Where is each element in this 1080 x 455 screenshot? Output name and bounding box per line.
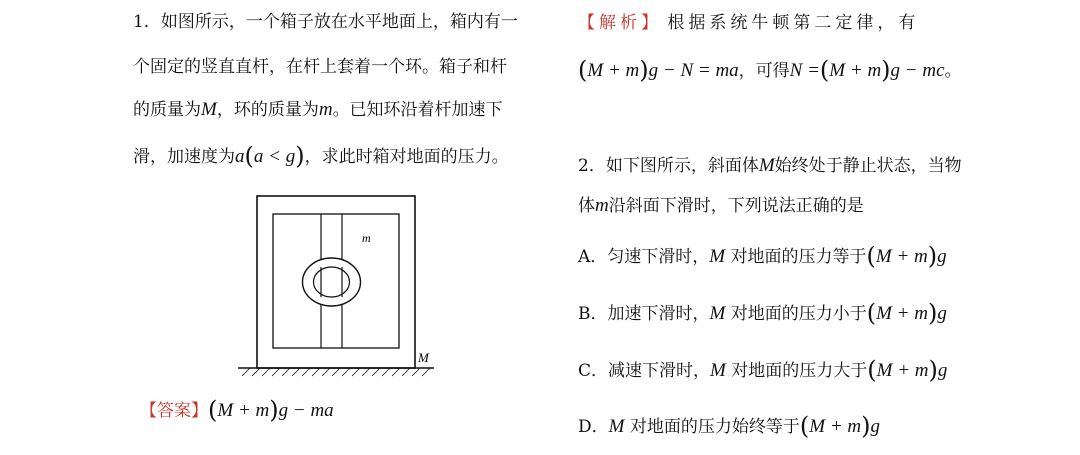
- option-d[interactable]: D．M 对地面的压力始终等于(M + m)g: [578, 412, 880, 440]
- analysis-text: 根据系统牛顿第二定律，有: [667, 13, 920, 33]
- option-c-prefix: C．减速下滑时，: [578, 361, 711, 381]
- q1-line-2: [133, 57, 507, 77]
- q1-line-2-text: 个固定的竖直直杆，在杆上套着一个环。箱子和杆: [133, 57, 507, 77]
- option-c[interactable]: C．减速下滑时，M 对地面的压力大于(M + m)g: [578, 356, 948, 384]
- option-c-var: M: [710, 360, 726, 381]
- ring-mass-label: m: [362, 231, 371, 245]
- option-c-text: 对地面的压力大于: [731, 361, 868, 381]
- analysis-end: 。: [944, 61, 962, 81]
- q2-var-m: m: [595, 195, 609, 216]
- eq2-rest: g − mc: [890, 60, 945, 81]
- q2-line-1-text-b: 始终处于静止状态，当物: [774, 156, 962, 176]
- eq2-inner: M + m: [829, 60, 882, 81]
- option-a-text: 对地面的压力等于: [730, 247, 867, 267]
- q1-line-3-text-a: 的质量为: [133, 100, 201, 120]
- option-a-inner: M + m: [875, 246, 928, 267]
- q1-line-3-text-b: ，环的质量为: [216, 100, 319, 120]
- q2-line-1: [578, 156, 962, 176]
- option-d-inner: M + m: [809, 416, 862, 437]
- ground-hatching: [242, 368, 430, 376]
- analysis-line-1: [578, 13, 919, 33]
- option-d-var: M: [608, 416, 625, 437]
- accel-condition: a < g: [253, 146, 296, 167]
- answer-line: 【答案】(M + m)g − ma: [140, 396, 334, 424]
- q2-line-2-text-b: 沿斜面下滑时，下列说法正确的是: [608, 196, 864, 216]
- var-a: a: [235, 146, 245, 167]
- box-mass-label: M: [418, 350, 429, 365]
- option-a-var: M: [709, 246, 726, 267]
- analysis-label: 【解析】: [578, 13, 662, 33]
- q2-line-2: [578, 196, 864, 216]
- option-d-tail: g: [870, 416, 880, 437]
- option-b-var: M: [709, 303, 726, 324]
- q1-line-1-text: 1．如图所示，一个箱子放在水平地面上，箱内有一: [133, 12, 518, 32]
- q1-line-4-text-a: 滑，加速度为: [133, 147, 235, 167]
- option-a-tail: g: [937, 246, 947, 267]
- q1-line-1: [133, 12, 518, 32]
- q1-line-3-text-c: 。已知环沿着杆加速下: [332, 100, 503, 120]
- ring-inner: [314, 267, 350, 297]
- q2-var-M: M: [758, 155, 775, 176]
- analysis-line-2: (M + m)g − N = ma，可得N =(M + m)g − mc。: [578, 56, 962, 84]
- option-a[interactable]: A．匀速下滑时，M 对地面的压力等于(M + m)g: [578, 242, 947, 270]
- var-m: m: [318, 99, 333, 120]
- option-d-prefix: D．: [578, 417, 609, 437]
- option-b-text: 对地面的压力小于: [730, 304, 867, 324]
- option-b[interactable]: B．加速下滑时，M 对地面的压力小于(M + m)g: [578, 299, 947, 327]
- eq2-lhs: N =: [789, 60, 820, 81]
- option-d-text: 对地面的压力始终等于: [629, 417, 800, 437]
- answer-label: 【答案】: [140, 401, 208, 421]
- box-rod-ring-figure: [238, 190, 438, 380]
- answer-formula-inner: M + m: [217, 400, 270, 421]
- option-a-prefix: A．匀速下滑时，: [578, 247, 710, 267]
- option-c-inner: M + m: [876, 360, 929, 381]
- option-c-tail: g: [937, 360, 948, 381]
- eq1-rest: g − N = ma: [648, 60, 739, 81]
- option-b-inner: M + m: [876, 303, 928, 324]
- analysis-middle: ，可得: [738, 61, 790, 81]
- q1-line-4-text-b: ，求此时箱对地面的压力。: [304, 147, 509, 167]
- option-b-prefix: B．加速下滑时，: [578, 304, 710, 324]
- answer-formula-rest: g − ma: [278, 400, 334, 421]
- q1-line-4: 滑，加速度为a(a < g)，求此时箱对地面的压力。: [133, 142, 509, 170]
- q2-line-2-text-a: 体: [578, 196, 595, 216]
- q2-line-1-text-a: 2．如下图所示，斜面体: [578, 156, 759, 176]
- option-b-tail: g: [937, 303, 947, 324]
- var-M: M: [201, 99, 217, 120]
- eq1-inner: M + m: [587, 60, 640, 81]
- q1-line-3: [133, 100, 503, 120]
